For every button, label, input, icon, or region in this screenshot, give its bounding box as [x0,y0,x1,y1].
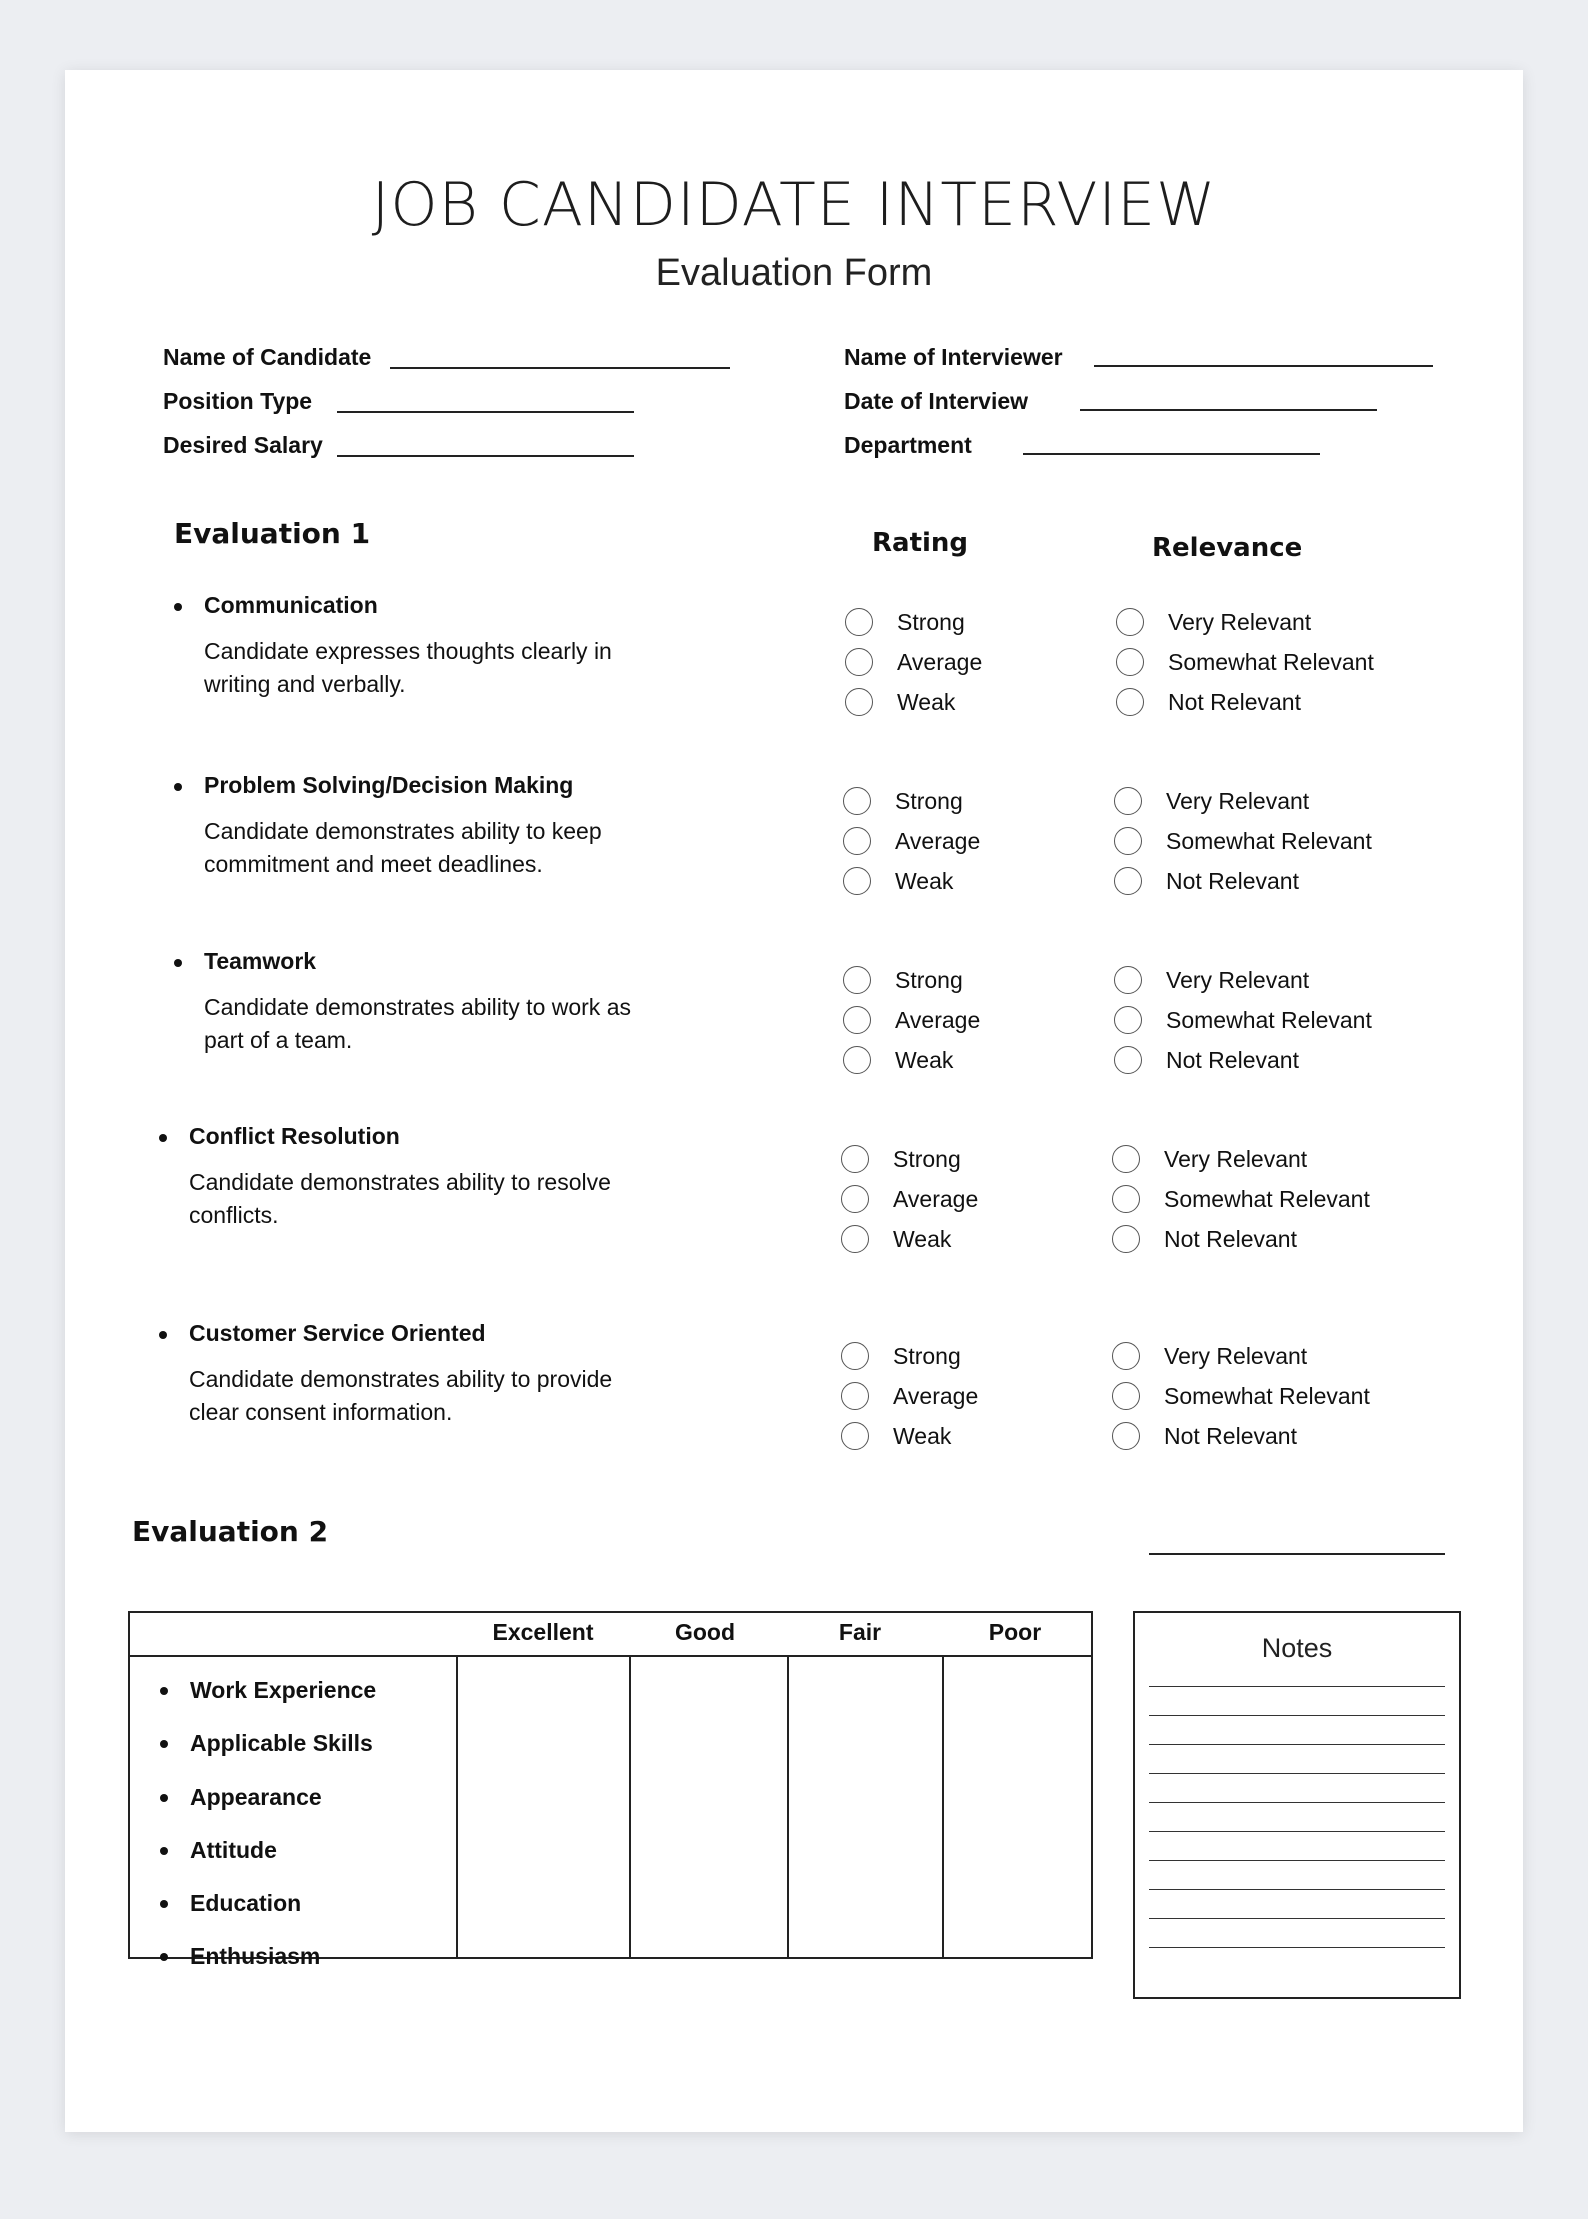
criterion-name: Problem Solving/Decision Making [174,772,674,799]
table-row-attitude: Attitude [160,1837,277,1864]
notes-line [1149,1686,1445,1687]
name-of-interviewer-field[interactable] [1094,365,1433,367]
notes-line [1149,1860,1445,1861]
conflict-resolution-relevance-somewhat[interactable]: Somewhat Relevant [1112,1183,1370,1215]
rating-column-header: Rating [872,528,969,558]
radio-button[interactable] [843,867,871,895]
notes-line [1149,1802,1445,1803]
criterion-name: Customer Service Oriented [159,1320,659,1347]
problem-solving-relevance-very[interactable]: Very Relevant [1114,785,1309,817]
radio-button[interactable] [1116,648,1144,676]
radio-button[interactable] [1114,1006,1142,1034]
communication-relevance-very[interactable]: Very Relevant [1116,606,1311,638]
problem-solving-rating-strong[interactable]: Strong [843,785,963,817]
radio-button[interactable] [843,1006,871,1034]
name-of-interviewer-label: Name of Interviewer [844,344,1063,370]
criterion-problem-solving [174,772,674,881]
criterion-description: Candidate demonstrates ability to resolve conflicts. [189,1169,611,1228]
communication-rating-strong[interactable]: Strong [845,606,965,638]
radio-button[interactable] [1116,688,1144,716]
customer-service-relevance-very[interactable]: Very Relevant [1112,1340,1307,1372]
notes-line [1149,1831,1445,1832]
evaluation-form-page [65,70,1523,2132]
radio-button[interactable] [1114,827,1142,855]
radio-button[interactable] [845,648,873,676]
radio-button[interactable] [845,688,873,716]
notes-line [1149,1947,1445,1948]
relevance-column-header: Relevance [1152,533,1303,563]
radio-button[interactable] [1112,1185,1140,1213]
teamwork-relevance-very[interactable]: Very Relevant [1114,964,1309,996]
column-divider [942,1655,944,1957]
position-type-field[interactable] [337,411,634,413]
criterion-teamwork [174,948,674,1057]
radio-button[interactable] [843,966,871,994]
radio-button[interactable] [841,1185,869,1213]
notes-line [1149,1918,1445,1919]
radio-button[interactable] [841,1342,869,1370]
position-type-label: Position Type [163,388,313,414]
customer-service-rating-average[interactable]: Average [841,1380,978,1412]
radio-button[interactable] [843,827,871,855]
criterion-name: Communication [174,592,674,619]
communication-relevance-not[interactable]: Not Relevant [1116,686,1301,718]
table-header-divider [130,1655,1091,1657]
column-header-excellent: Excellent [492,1619,594,1645]
column-header-good: Good [674,1619,736,1645]
conflict-resolution-relevance-not[interactable]: Not Relevant [1112,1223,1297,1255]
column-header-poor: Poor [988,1619,1042,1645]
problem-solving-relevance-not[interactable]: Not Relevant [1114,865,1299,897]
column-divider [456,1655,458,1957]
notes-line [1149,1889,1445,1890]
criterion-conflict-resolution [159,1123,659,1232]
radio-button[interactable] [1114,867,1142,895]
communication-rating-weak[interactable]: Weak [845,686,955,718]
radio-button[interactable] [1112,1422,1140,1450]
evaluation-2-score-field[interactable] [1149,1553,1445,1555]
radio-button[interactable] [1112,1145,1140,1173]
radio-button[interactable] [845,608,873,636]
evaluation-1-heading: Evaluation 1 [174,517,371,550]
radio-button[interactable] [1116,608,1144,636]
notes-box[interactable] [1133,1611,1461,1999]
column-divider [629,1655,631,1957]
conflict-resolution-rating-strong[interactable]: Strong [841,1143,961,1175]
criterion-customer-service [159,1320,659,1429]
teamwork-relevance-not[interactable]: Not Relevant [1114,1044,1299,1076]
form-title: JOB CANDIDATE INTERVIEW [371,170,1217,240]
radio-button[interactable] [841,1422,869,1450]
criterion-description: Candidate expresses thoughts clearly in writing and verbally. [204,638,612,697]
communication-rating-average[interactable]: Average [845,646,982,678]
department-field[interactable] [1023,453,1320,455]
teamwork-rating-strong[interactable]: Strong [843,964,963,996]
name-of-candidate-field[interactable] [390,367,730,369]
table-row-education: Education [160,1890,301,1917]
notes-line [1149,1744,1445,1745]
conflict-resolution-rating-average[interactable]: Average [841,1183,978,1215]
date-of-interview-field[interactable] [1080,409,1377,411]
radio-button[interactable] [841,1225,869,1253]
column-divider [787,1655,789,1957]
radio-button[interactable] [843,787,871,815]
customer-service-relevance-not[interactable]: Not Relevant [1112,1420,1297,1452]
notes-line [1149,1773,1445,1774]
customer-service-rating-weak[interactable]: Weak [841,1420,951,1452]
customer-service-rating-strong[interactable]: Strong [841,1340,961,1372]
radio-button[interactable] [1112,1225,1140,1253]
criterion-communication [174,592,674,701]
table-row-enthusiasm: Enthusiasm [160,1943,320,1970]
desired-salary-field[interactable] [337,455,634,457]
teamwork-rating-weak[interactable]: Weak [843,1044,953,1076]
column-header-fair: Fair [838,1619,882,1645]
radio-button[interactable] [1114,1046,1142,1074]
conflict-resolution-rating-weak[interactable]: Weak [841,1223,951,1255]
radio-button[interactable] [1114,966,1142,994]
criterion-description: Candidate demonstrates ability to provide clear consent information. [189,1366,613,1425]
criterion-description: Candidate demonstrates ability to keep commitment and meet deadlines. [204,818,602,877]
form-subtitle: Evaluation Form [655,252,933,294]
department-label: Department [844,432,972,458]
table-row-work-experience: Work Experience [160,1677,376,1704]
radio-button[interactable] [841,1145,869,1173]
evaluation-2-heading: Evaluation 2 [132,1515,329,1548]
criterion-description: Candidate demonstrates ability to work as part of a team. [204,994,631,1053]
problem-solving-rating-average[interactable]: Average [843,825,980,857]
radio-button[interactable] [841,1382,869,1410]
notes-title: Notes [1261,1633,1333,1663]
table-row-appearance: Appearance [160,1784,322,1811]
radio-button[interactable] [1114,787,1142,815]
criterion-name: Conflict Resolution [159,1123,659,1150]
evaluation-2-table [128,1611,1093,1969]
criterion-name: Teamwork [174,948,674,975]
date-of-interview-label: Date of Interview [844,388,1029,414]
teamwork-rating-average[interactable]: Average [843,1004,980,1036]
customer-service-relevance-somewhat[interactable]: Somewhat Relevant [1112,1380,1370,1412]
teamwork-relevance-somewhat[interactable]: Somewhat Relevant [1114,1004,1372,1036]
radio-button[interactable] [843,1046,871,1074]
radio-button[interactable] [1112,1382,1140,1410]
communication-relevance-somewhat[interactable]: Somewhat Relevant [1116,646,1374,678]
desired-salary-label: Desired Salary [163,432,323,458]
name-of-candidate-label: Name of Candidate [163,344,372,370]
problem-solving-rating-weak[interactable]: Weak [843,865,953,897]
conflict-resolution-relevance-very[interactable]: Very Relevant [1112,1143,1307,1175]
notes-line [1149,1715,1445,1716]
radio-button[interactable] [1112,1342,1140,1370]
problem-solving-relevance-somewhat[interactable]: Somewhat Relevant [1114,825,1372,857]
table-row-applicable-skills: Applicable Skills [160,1730,373,1757]
